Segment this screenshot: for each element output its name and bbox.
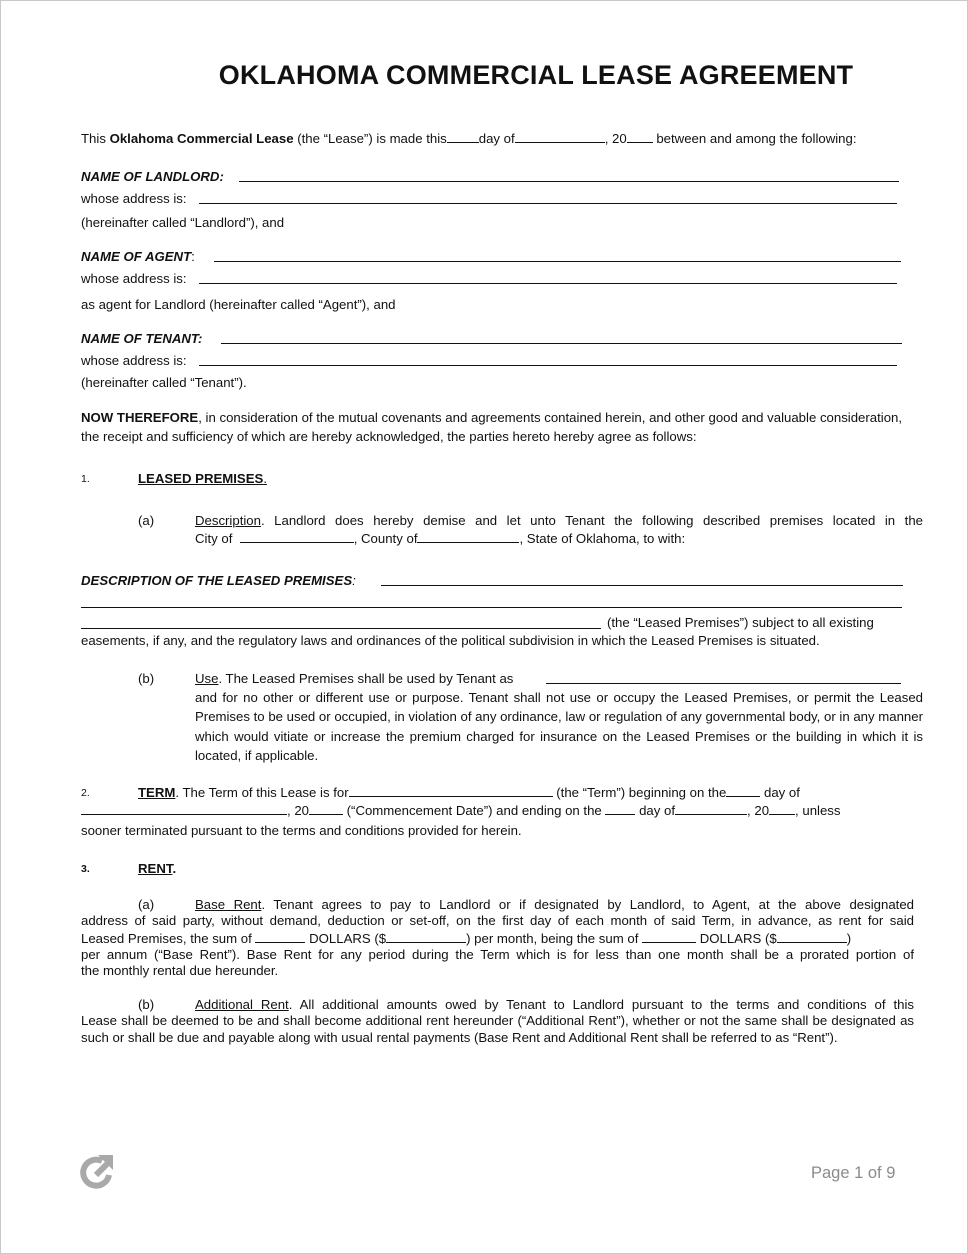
agent-name-field[interactable] xyxy=(214,261,901,262)
landlord-name-field[interactable] xyxy=(239,181,899,182)
year-blank[interactable] xyxy=(627,130,653,143)
use-field[interactable] xyxy=(546,683,901,684)
section-2-line1: TERM. The Term of this Lease is for (the “Term”) beginning on the day of xyxy=(138,785,800,800)
term-blank[interactable] xyxy=(349,784,553,797)
annual-words-blank[interactable] xyxy=(642,930,696,943)
tenant-label: NAME OF TENANT: xyxy=(81,331,203,346)
section-1-heading: LEASED PREMISES. xyxy=(138,471,267,486)
section-3-number: 3. xyxy=(81,863,90,875)
redo-arrow-icon xyxy=(79,1153,117,1193)
section-3b-line1: Additional Rent. All additional amounts owed by Tenant to Landlord pursuant to the terms and conditions of this xyxy=(195,997,914,1012)
section-2-line2: , 20 (“Commencement Date”) and ending on the day of , 20 , unless xyxy=(81,802,840,819)
landlord-note: (hereinafter called “Landlord”), and xyxy=(81,215,285,230)
monthly-amount-blank[interactable] xyxy=(386,930,466,943)
tenant-address-label: whose address is: xyxy=(81,353,187,368)
end-day-blank[interactable] xyxy=(605,802,635,815)
section-3a-line1: Base Rent. Tenant agrees to pay to Landlord or if designated by Landlord, to Agent, at the above designated xyxy=(195,897,914,912)
description-label: DESCRIPTION OF THE LEASED PREMISES: xyxy=(81,573,356,588)
end-month-blank[interactable] xyxy=(675,802,747,815)
section-1b-body: and for no other or different use or purpose. Tenant shall not use or occupy the Leased Premises, or permit the Leased Premises to be used or occupied, in violation of any ordinance, law or regulation of any governmental body, or in any manner which would vitiate or increase the premium charged for insurance on the Leased Premises or the building in which it is located, if applicable. xyxy=(195,690,923,763)
agent-note: as agent for Landlord (hereinafter called “Agent”), and xyxy=(81,297,396,312)
day-blank[interactable] xyxy=(447,130,479,143)
section-3a-line3: Leased Premises, the sum of DOLLARS ($ ) per month, being the sum of DOLLARS ($ ) xyxy=(81,931,852,946)
monthly-words-blank[interactable] xyxy=(255,930,305,943)
section-2-number: 2. xyxy=(81,787,90,799)
section-1-number: 1. xyxy=(81,473,90,485)
landlord-address-field[interactable] xyxy=(199,203,897,204)
start-month-blank[interactable] xyxy=(81,802,287,815)
section-3b-body: Lease shall be deemed to be and shall become additional rent hereunder (“Additional Rent”), whether or not the same shall be designated as such or shall be due and payable along with usual rental payments (Base Rent and Additional Rent shall be referred to as “Rent”). xyxy=(81,1013,914,1046)
agent-address-label: whose address is: xyxy=(81,271,187,286)
section-2-line3: sooner terminated pursuant to the terms and conditions provided for herein. xyxy=(81,823,522,838)
section-1b-label: (b) xyxy=(138,671,155,686)
section-1a-label: (a) xyxy=(138,513,155,528)
section-3a-line2: address of said party, without demand, deduction or set-off, on the first day of each month of said Term, in advance, as rent for said xyxy=(81,913,914,928)
description-field-3[interactable] xyxy=(81,628,601,629)
description-field-2[interactable] xyxy=(81,607,902,608)
description-field-1[interactable] xyxy=(381,585,903,586)
now-therefore-paragraph: NOW THEREFORE, in consideration of the mutual covenants and agreements contained herein, and other good and valuable consideration, the receipt and sufficiency of which are hereby acknowledged, the parties hereto hereby agree as follows: xyxy=(81,410,903,444)
tenant-name-field[interactable] xyxy=(221,343,902,344)
agent-label: NAME OF AGENT: xyxy=(81,249,195,264)
description-continuation: easements, if any, and the regulatory laws and ordinances of the political subdivision in which the Leased Premises is situated. xyxy=(81,633,820,648)
document-title: OKLAHOMA COMMERCIAL LEASE AGREEMENT xyxy=(218,60,854,90)
landlord-address-label: whose address is: xyxy=(81,191,187,206)
page-number: Page 1 of 9 xyxy=(811,1164,896,1182)
county-blank[interactable] xyxy=(417,530,519,543)
section-3a-label: (a) xyxy=(138,897,155,912)
tenant-address-field[interactable] xyxy=(199,365,897,366)
tenant-note: (hereinafter called “Tenant”). xyxy=(81,375,247,390)
lease-name: Oklahoma Commercial Lease xyxy=(109,131,294,146)
start-year-blank[interactable] xyxy=(309,802,343,815)
month-blank[interactable] xyxy=(515,130,605,143)
description-tail: (the “Leased Premises”) subject to all existing xyxy=(607,615,874,630)
annual-amount-blank[interactable] xyxy=(777,930,847,943)
section-3b-label: (b) xyxy=(138,997,155,1012)
section-3a-line4: per annum (“Base Rent”). Base Rent for any period during the Term which is for less than one month shall be a prorated portion of xyxy=(81,947,914,962)
intro-line: This Oklahoma Commercial Lease (the “Lease”) is made this day of , 20 between and among the following: xyxy=(81,131,857,146)
start-day-blank[interactable] xyxy=(726,784,760,797)
landlord-label: NAME OF LANDLORD: xyxy=(81,169,224,184)
section-3-heading: RENT. xyxy=(138,861,177,876)
section-1b-line1: Use. The Leased Premises shall be used by Tenant as xyxy=(195,671,514,686)
section-3a-line5: the monthly rental due hereunder. xyxy=(81,963,279,978)
end-year-blank[interactable] xyxy=(769,802,795,815)
agent-address-field[interactable] xyxy=(199,283,897,284)
section-1a-line2: City of , County of , State of Oklahoma, to with: xyxy=(195,531,686,546)
city-blank[interactable] xyxy=(240,530,354,543)
section-1a-line1: Description. Landlord does hereby demise and let unto Tenant the following described premises located in the xyxy=(195,513,923,528)
